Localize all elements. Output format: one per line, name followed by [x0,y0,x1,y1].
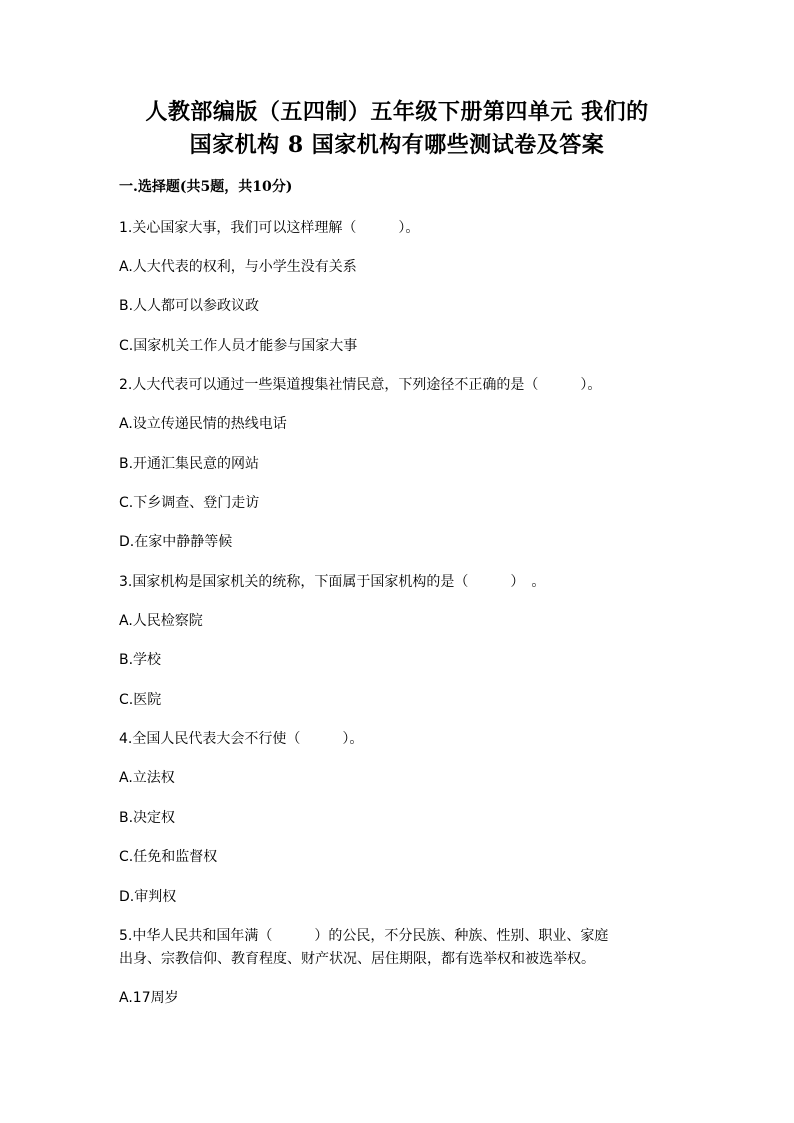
question-2-option-c: C.下乡调查、登门走访 [119,495,260,511]
question-1-stem: 1.关心国家大事，我们可以这样理解（ ）。 [119,220,420,236]
question-3-option-b: B.学校 [119,652,162,668]
question-5-stem-line-2: 出身、宗教信仰、教育程度、财产状况、居住期限，都有选举权和被选举权。 [119,951,595,967]
question-1-option-b: B.人人都可以参政议政 [119,298,260,314]
question-5-stem-line-1: 5.中华人民共和国年满（ ）的公民，不分民族、种族、性别、职业、家庭 [119,928,609,944]
document-title-line-2: 国家机构 8 国家机构有哪些测试卷及答案 [189,132,605,158]
question-4-option-a: A.立法权 [119,770,175,786]
question-2-option-b: B.开通汇集民意的网站 [119,456,260,472]
question-2-option-d: D.在家中静静等候 [119,534,233,550]
question-4-option-b: B.决定权 [119,810,176,826]
question-1-option-a: A.人大代表的权利，与小学生没有关系 [119,259,357,275]
question-2-stem: 2.人大代表可以通过一些渠道搜集社情民意，下列途径不正确的是（ ）。 [119,377,602,393]
question-3-option-a: A.人民检察院 [119,613,203,629]
question-4-option-d: D.审判权 [119,889,177,905]
document-title-line-1: 人教部编版（五四制）五年级下册第四单元 我们的 [145,99,649,125]
question-4-option-c: C.任免和监督权 [119,849,218,865]
question-2-option-a: A.设立传递民情的热线电话 [119,416,287,432]
question-4-stem: 4.全国人民代表大会不行使（ ）。 [119,731,364,747]
question-3-option-c: C.医院 [119,692,162,708]
question-5-option-a: A.17周岁 [119,990,179,1006]
question-3-stem: 3.国家机构是国家机关的统称，下面属于国家机构的是（ ） 。 [119,574,546,590]
section-heading: 一.选择题(共5题，共10分) [119,179,293,195]
question-1-option-c: C.国家机关工作人员才能参与国家大事 [119,338,358,354]
